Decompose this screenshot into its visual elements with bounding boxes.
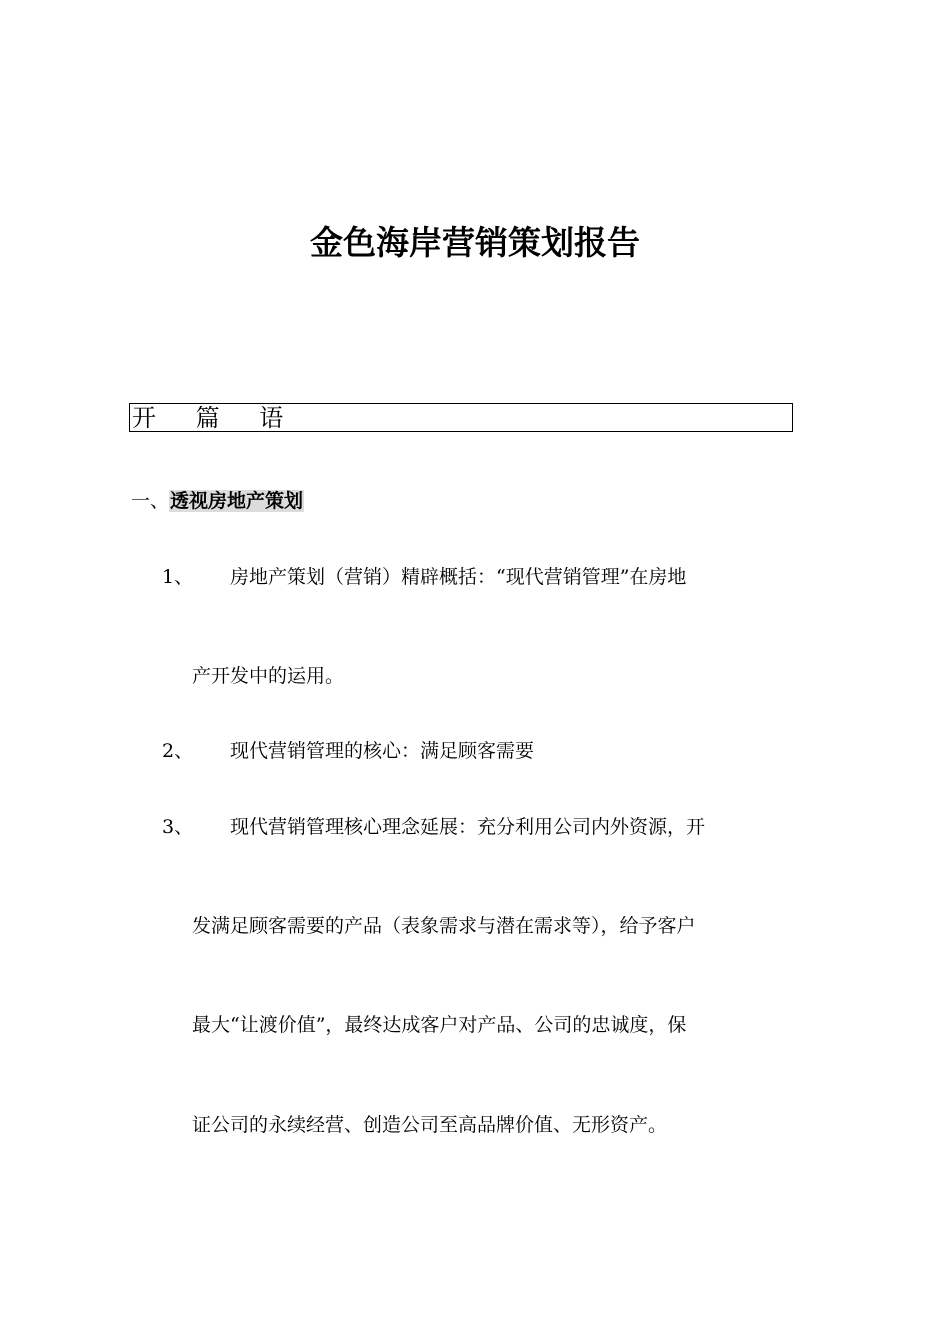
section-title-box — [129, 403, 793, 432]
list-item-line: 现代营销管理的核心：满足顾客需要 — [230, 740, 535, 762]
heading-number: 一、 — [131, 490, 170, 512]
list-item-line: 最大“让渡价值”，最终达成客户对产品、公司的忠诚度，保 — [192, 1014, 687, 1036]
list-item-line: 发满足顾客需要的产品（表象需求与潜在需求等），给予客户 — [192, 915, 696, 937]
list-item-number: 1、 — [162, 566, 194, 588]
list-item-line: 现代营销管理核心理念延展：充分利用公司内外资源，开 — [230, 816, 706, 838]
list-item-line: 证公司的永续经营、创造公司至高品牌价值、无形资产。 — [192, 1114, 668, 1136]
heading-level-1 — [131, 487, 304, 515]
heading-text: 透视房地产策划 — [170, 490, 304, 512]
list-item-line: 产开发中的运用。 — [192, 665, 345, 687]
list-item-number: 2、 — [162, 740, 194, 762]
list-item-number: 3、 — [162, 816, 194, 838]
list-item-line: 房地产策划（营销）精辟概括：“现代营销管理”在房地 — [230, 566, 687, 588]
section-title-label: 开 篇 语 — [132, 404, 300, 432]
document-title: 金色海岸营销策划报告 — [310, 223, 640, 262]
